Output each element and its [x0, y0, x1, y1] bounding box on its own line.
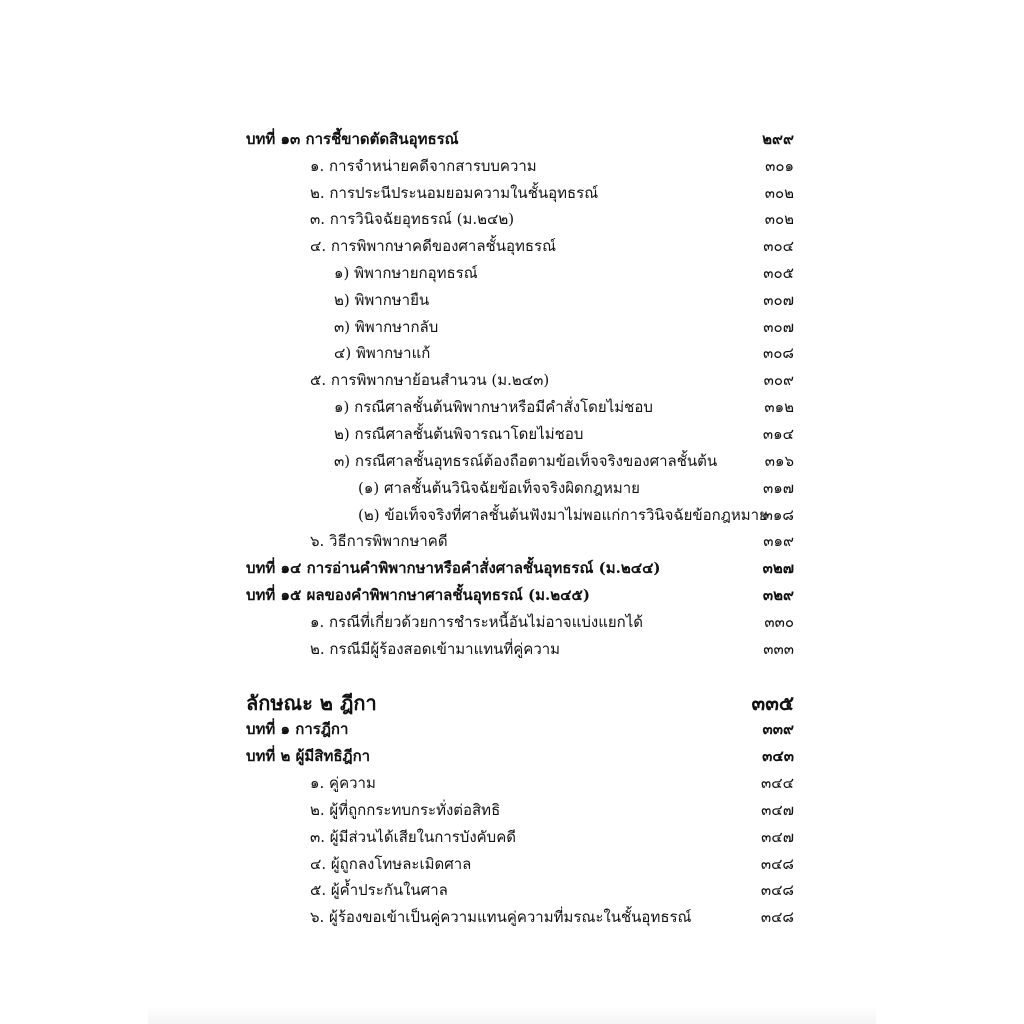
toc-entry-title: ๒. กรณีมีผู้ร้องสอดเข้ามาแทนที่คู่ความ: [310, 640, 561, 658]
toc-entry-page-number: ๓๑๖: [764, 452, 794, 470]
toc-entry-title: ๖. ผู้ร้องขอเข้าเป็นคู่ความแทนคู่ความที่มรณะในชั้นอุทธรณ์: [310, 908, 692, 926]
toc-entry-title: ๒. การประนีประนอมยอมความในชั้นอุทธรณ์: [310, 184, 599, 202]
toc-entry: [0, 206, 1024, 232]
toc-entry-page-number: ๓๓๙: [762, 720, 794, 738]
toc-entry: [0, 555, 1024, 581]
toc-entry-page-number: ๓๔๗: [761, 801, 794, 819]
toc-entry-title: ๑. คู่ความ: [310, 774, 376, 792]
toc-entry-title: ๒) กรณีศาลชั้นต้นพิจารณาโดยไม่ชอบ: [334, 425, 584, 443]
toc-entry-title: ๑. กรณีที่เกี่ยวด้วยการชำระหนี้อันไม่อาจแบ่งแยกได้: [310, 613, 644, 631]
toc-entry-title: ๓. การวินิจฉัยอุทธรณ์ (ม.๒๔๒): [310, 210, 515, 228]
toc-entry-title: ๕. การพิพากษาย้อนสำนวน (ม.๒๔๓): [310, 371, 550, 389]
toc-entry-page-number: ๓๐๙: [763, 371, 794, 389]
toc-entry: [0, 904, 1024, 930]
toc-entry: [0, 743, 1024, 769]
toc-entry: [0, 686, 1024, 720]
toc-entry: [0, 770, 1024, 796]
toc-entry-page-number: ๓๔๘: [760, 855, 794, 873]
toc-entry-title: ๓. ผู้มีส่วนได้เสียในการบังคับคดี: [310, 828, 516, 846]
toc-entry-page-number: ๓๑๗: [762, 479, 794, 497]
toc-entry: [0, 421, 1024, 447]
toc-entry-page-number: ๓๔๗: [761, 828, 794, 846]
toc-entry-page-number: ๓๔๘: [760, 908, 794, 926]
toc-entry: [0, 233, 1024, 259]
toc-entry: [0, 636, 1024, 662]
toc-entry-title: ๓) พิพากษากลับ: [334, 318, 439, 336]
toc-entry-title: ๔. ผู้ถูกลงโทษละเมิดศาล: [310, 855, 472, 873]
toc-entry-page-number: ๓๐๗: [763, 291, 794, 309]
toc-entry-title: ๒) พิพากษายืน: [334, 291, 430, 309]
toc-entry-page-number: ๓๔๔: [761, 774, 794, 792]
toc-entry: [0, 314, 1024, 340]
toc-entry-page-number: ๓๑๙: [763, 532, 794, 550]
toc-entry-title: ๑. การจำหน่ายคดีจากสารบบความ: [310, 157, 537, 175]
toc-entry-title: บทที่ ๑๕ ผลของคำพิพากษาศาลชั้นอุทธรณ์ (ม.๒๔๕): [246, 586, 590, 604]
toc-entry-title: บทที่ ๑๔ การอ่านคำพิพากษาหรือคำสั่งศาลชั้นอุทธรณ์ (ม.๒๔๔): [246, 559, 661, 577]
toc-entry-title: ๑) พิพากษายกอุทธรณ์: [334, 264, 478, 282]
toc-entry: [0, 797, 1024, 823]
toc-entry: [0, 448, 1024, 474]
toc-entry-title: ๓) กรณีศาลชั้นอุทธรณ์ต้องถือตามข้อเท็จจริงของศาลชั้นต้น: [334, 452, 718, 470]
toc-entry-page-number: ๓๐๑: [765, 157, 794, 175]
toc-entry-title: บทที่ ๑๓ การชี้ขาดตัดสินอุทธรณ์: [246, 130, 459, 148]
toc-entry: [0, 394, 1024, 420]
toc-entry-page-number: ๓๐๘: [763, 344, 794, 362]
toc-entry-page-number: ๓๔๘: [760, 881, 794, 899]
toc-entry-title: (๒) ข้อเท็จจริงที่ศาลชั้นต้นฟังมาไม่พอแก่การวินิจฉัยข้อกฎหมาย: [358, 506, 768, 524]
toc-entry: [0, 180, 1024, 206]
toc-entry-title: ๕. ผู้ค้ำประกันในศาล: [310, 881, 448, 899]
toc-entry-title: ๖. วิธีการพิพากษาคดี: [310, 532, 448, 550]
toc-entry: [0, 877, 1024, 903]
toc-entry-page-number: ๓๒๙: [762, 586, 794, 604]
toc-entry: [0, 340, 1024, 366]
toc-entry: [0, 260, 1024, 286]
toc-entry-page-number: ๓๓๓: [763, 640, 794, 658]
toc-entry-title: บทที่ ๑ การฎีกา: [246, 720, 349, 738]
toc-entry-page-number: ๓๐๗: [763, 318, 794, 336]
toc-entry: [0, 502, 1024, 528]
toc-entry: [0, 609, 1024, 635]
toc-entry: [0, 824, 1024, 850]
toc-entry-page-number: ๓๐๒: [764, 184, 794, 202]
toc-entry-page-number: ๓๓๕: [751, 691, 794, 715]
toc-entry-page-number: ๓๐๔: [763, 237, 794, 255]
toc-entry: [0, 851, 1024, 877]
toc-entry: [0, 475, 1024, 501]
toc-entry-title: ๒. ผู้ที่ถูกกระทบกระทั่งต่อสิทธิ: [310, 801, 501, 819]
toc-entry: [0, 367, 1024, 393]
toc-entry: [0, 528, 1024, 554]
toc-entry: [0, 126, 1024, 152]
toc-entry-page-number: ๓๐๕: [763, 264, 794, 282]
toc-entry-title: บทที่ ๒ ผู้มีสิทธิฎีกา: [246, 747, 371, 765]
toc-entry-title: ๔) พิพากษาแก้: [334, 344, 431, 362]
page-bottom-shadow: [148, 1008, 876, 1024]
toc-entry: [0, 153, 1024, 179]
toc-entry-page-number: ๓๓๐: [764, 613, 794, 631]
toc-entry-page-number: ๓๑๘: [762, 506, 794, 524]
toc-entry-page-number: ๒๙๙: [762, 130, 794, 148]
toc-entry-title: ๔. การพิพากษาคดีของศาลชั้นอุทธรณ์: [310, 237, 556, 255]
toc-entry-title: (๑) ศาลชั้นต้นวินิจฉัยข้อเท็จจริงผิดกฎหมาย: [358, 479, 640, 497]
toc-entry-page-number: ๓๑๔: [762, 425, 794, 443]
toc-entry: [0, 582, 1024, 608]
toc-entry: [0, 287, 1024, 313]
toc-entry-title: ๑) กรณีศาลชั้นต้นพิพากษาหรือมีคำสั่งโดยไม่ชอบ: [334, 398, 653, 416]
toc-entry-page-number: ๓๑๒: [764, 398, 794, 416]
toc-entry-page-number: ๓๔๓: [762, 747, 794, 765]
toc-entry-page-number: ๓๒๗: [762, 559, 794, 577]
toc-entry-page-number: ๓๐๒: [764, 210, 794, 228]
toc-entry: [0, 716, 1024, 742]
toc-entry-title: ลักษณะ ๒ ฎีกา: [246, 691, 377, 715]
